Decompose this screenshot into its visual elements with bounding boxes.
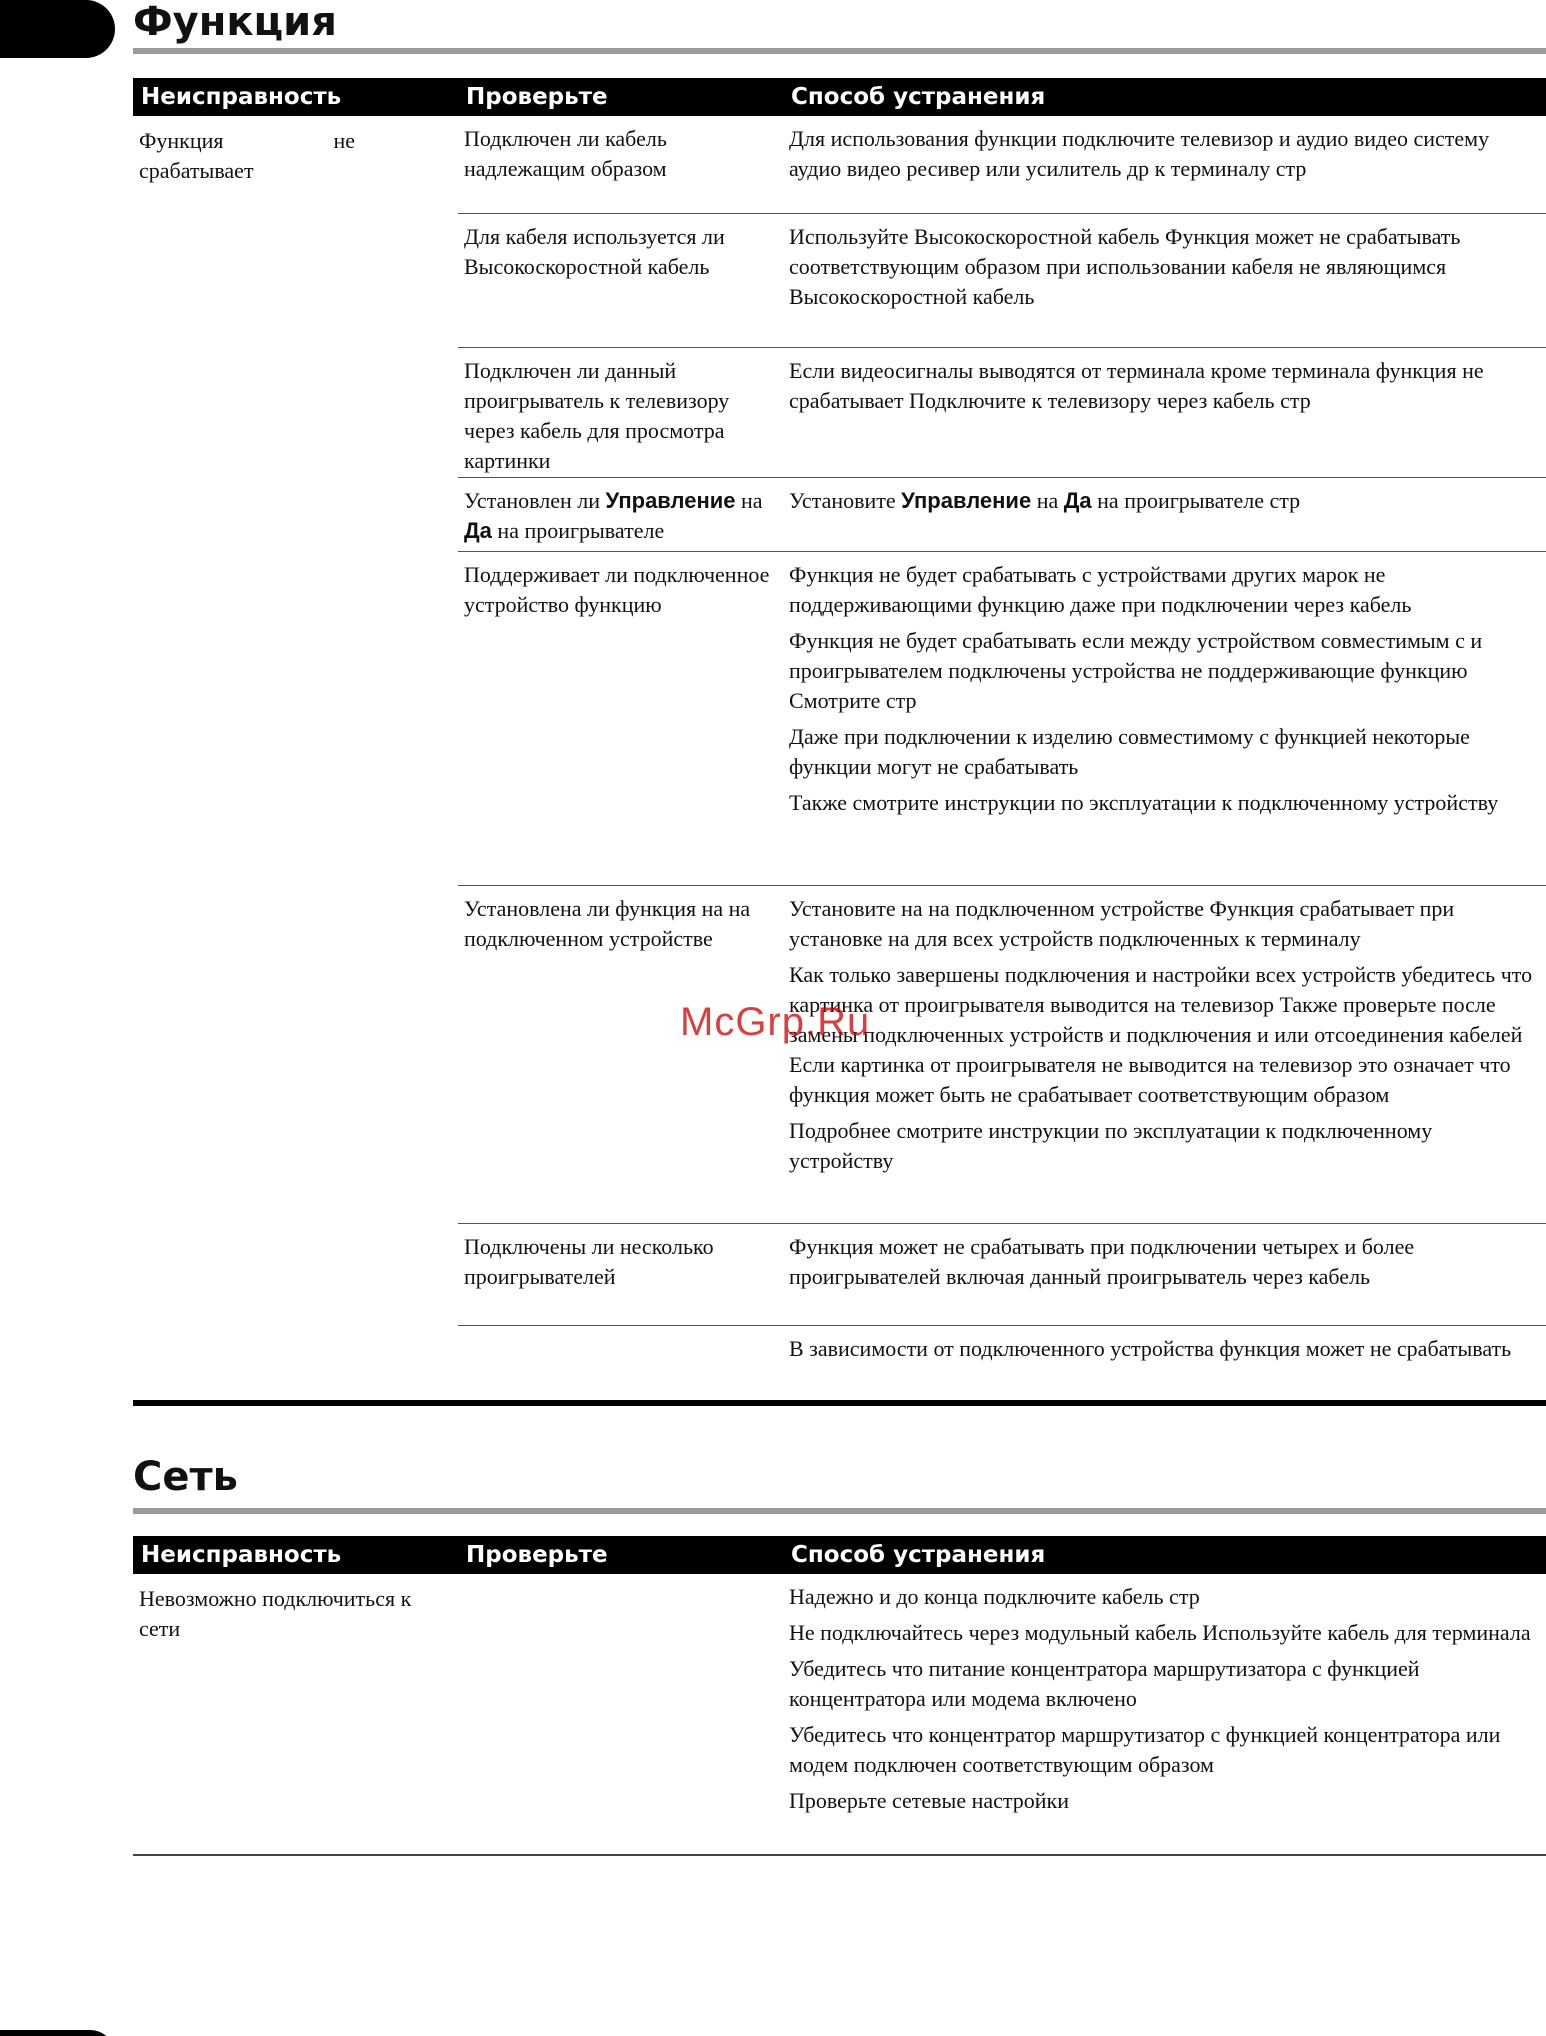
- header-check: Проверьте: [466, 1542, 608, 1568]
- table-row: [458, 552, 1546, 886]
- remedy-cell: [783, 1224, 1546, 1325]
- remedy-text: Если видеосигналы выводятся от терминала кроме терминала функция не срабатывает Подключите к телевизору через кабель стр: [789, 358, 1484, 413]
- remedy-text: Не подключайтесь через модульный кабель Используйте кабель для терминала: [789, 1620, 1531, 1645]
- function-table: [133, 78, 1546, 1406]
- check-text: на: [741, 488, 763, 513]
- remedy-text: Убедитесь что концентратор маршрутизатор с функцией концентратора или модем подключен соответствующим образом: [789, 1722, 1501, 1777]
- remedy-text: Функция не будет срабатывать если между устройством совместимым с и проигрывателем подключены устройства не поддерживающие функцию Смотрите стр: [789, 628, 1483, 713]
- check-cell: [458, 478, 783, 551]
- table-header: [133, 1536, 1546, 1574]
- remedy-text: Для использования функции подключите телевизор и аудио видео систему аудио видео ресивер или усилитель др к терминалу стр: [789, 126, 1490, 181]
- header-remedy: Способ устранения: [791, 84, 1046, 110]
- header-check: Проверьте: [466, 84, 608, 110]
- network-table: [133, 1536, 1546, 1856]
- remedy-text: Убедитесь что питание концентратора маршрутизатора с функцией концентратора или модема включено: [789, 1656, 1420, 1711]
- check-cell: [458, 1574, 783, 1854]
- table-end-rule: [133, 1854, 1546, 1856]
- table-row: [458, 116, 1546, 214]
- check-cell: Для кабеля используется ли Высокоскоростной кабель: [464, 224, 725, 279]
- remedy-text: Функция может не срабатывать при подключении четырех и более проигрывателей включая данный проигрыватель через кабель: [789, 1234, 1415, 1289]
- remedy-text: Проверьте сетевые настройки: [789, 1788, 1070, 1813]
- remedy-text: В зависимости от подключенного устройства функция может не срабатывать: [789, 1336, 1512, 1361]
- remedy-cell: [783, 478, 1546, 551]
- remedy-text: Надежно и до конца подключите кабель стр: [789, 1584, 1200, 1609]
- check-cell: Подключены ли несколько проигрывателей: [464, 1234, 714, 1289]
- fault-cell: Невозможно подключиться к сети: [139, 1586, 412, 1641]
- check-cell: Установлена ли функция на на подключенном устройстве: [464, 896, 751, 951]
- table-row: [458, 1224, 1546, 1326]
- fault-text-a: Функция: [139, 128, 224, 153]
- remedy-cell: [783, 552, 1546, 885]
- check-cell: Подключен ли кабель надлежащим образом: [464, 126, 667, 181]
- remedy-cell: [783, 116, 1546, 213]
- header-fault: Неисправность: [141, 84, 342, 110]
- table-header: [133, 78, 1546, 116]
- table-row: [458, 348, 1546, 478]
- table-end-rule: [133, 1400, 1546, 1406]
- title-rule: [133, 1508, 1546, 1514]
- check-text: на проигрывателе: [497, 518, 665, 543]
- table-row: [458, 478, 1546, 552]
- remedy-cell: [783, 886, 1546, 1223]
- remedy-text: Используйте Высокоскоростной кабель Функция может не срабатывать соответствующим образом при использовании кабеля не являющимся Высокоскоростной кабель: [789, 224, 1461, 309]
- remedy-cell: [783, 348, 1546, 477]
- remedy-text: Подробнее смотрите инструкции по эксплуатации к подключенному устройству: [789, 1118, 1433, 1173]
- remedy-text: Установите на на подключенном устройстве Функция срабатывает при установке на для всех устройств подключенных к терминалу: [789, 896, 1455, 951]
- title-rule: [133, 48, 1546, 54]
- remedy-text: Как только завершены подключения и настройки всех устройств убедитесь что картинка от проигрывателя выводится на телевизор Также проверьте после замены подключенных устройств и подключения и или отсоединения кабелей Если картинка от проигрывателя не выводится на телевизор это означает что функция может быть не срабатывает соответствующим образом: [789, 962, 1533, 1107]
- remedy-text: Установите: [789, 488, 896, 513]
- check-text: Установлен ли: [464, 488, 600, 513]
- header-fault: Неисправность: [141, 1542, 342, 1568]
- section-title-function: Функция: [133, 0, 337, 45]
- table-row: [458, 1326, 1546, 1400]
- table-row: [458, 214, 1546, 348]
- table-row: [458, 886, 1546, 1224]
- table-row: [458, 1574, 1546, 1854]
- remedy-cell: [783, 1574, 1546, 1854]
- watermark: McGrp.Ru: [680, 1000, 871, 1044]
- setting-value: Да: [1063, 488, 1092, 513]
- header-remedy: Способ устранения: [791, 1542, 1046, 1568]
- remedy-cell: [783, 1326, 1546, 1400]
- setting-name: Управление: [605, 488, 736, 513]
- check-cell: Подключен ли данный проигрыватель к телевизору через кабель для просмотра картинки: [464, 358, 730, 473]
- fault-text-b: не срабатывает: [139, 128, 356, 183]
- section-title-network: Сеть: [133, 1454, 238, 1500]
- remedy-cell: [783, 214, 1546, 347]
- check-cell: [458, 1326, 783, 1400]
- remedy-text: Также смотрите инструкции по эксплуатации к подключенному устройству: [789, 790, 1499, 815]
- remedy-text: на: [1036, 488, 1059, 513]
- remedy-text: Даже при подключении к изделию совместимому с функцией некоторые функции могут не срабатывать: [789, 724, 1470, 779]
- setting-name: Управление: [901, 488, 1032, 513]
- remedy-text: на проигрывателе стр: [1097, 488, 1301, 513]
- check-cell: Поддерживает ли подключенное устройство функцию: [464, 562, 770, 617]
- setting-value: Да: [464, 518, 492, 543]
- fault-cell: [133, 116, 458, 1400]
- page-tab-top: [0, 0, 115, 58]
- remedy-text: Функция не будет срабатывать с устройствами других марок не поддерживающими функцию даже при подключении через кабель: [789, 562, 1412, 617]
- page-tab-bottom: [0, 2030, 115, 2036]
